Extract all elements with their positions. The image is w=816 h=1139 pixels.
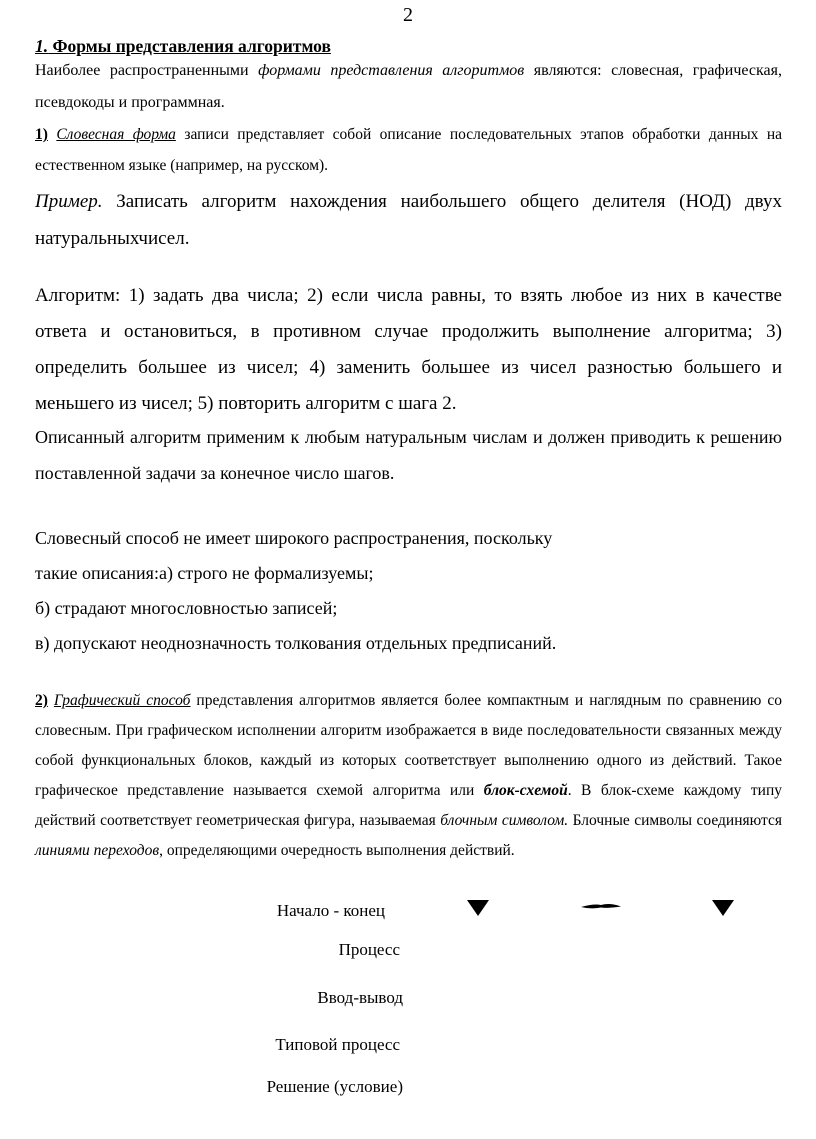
text-line: такие описания:а) строго не формализуемы; (35, 563, 374, 583)
section-heading (35, 35, 782, 57)
section-heading-underline (35, 36, 331, 56)
flowchart-label-input-output: Ввод-вывод (317, 988, 403, 1007)
section-heading-title: Формы представления алгоритмов (48, 36, 331, 56)
down-triangle-icon (467, 900, 489, 916)
text-run: 2) (35, 692, 48, 709)
text-run: являются: словесная, графическая, псевдокоды и программная. (35, 62, 783, 111)
intro-paragraph (35, 55, 782, 119)
text-line: б) страдают многословностью записей; (35, 598, 338, 618)
described-algorithm-paragraph (35, 419, 782, 491)
text-run: 1) (35, 126, 48, 143)
verbal-limitations-list (35, 521, 782, 661)
algorithm-steps-paragraph (35, 278, 782, 422)
text-run: Словесная форма (56, 126, 176, 143)
text-run: блок-схемой (483, 782, 568, 799)
text-run: , определяющими очередность выполнения действий. (159, 842, 515, 859)
text-run: Блочные символы соединяются (568, 812, 782, 829)
example-paragraph (35, 183, 782, 257)
flowchart-label-start-end: Начало - конец (276, 901, 385, 920)
graphic-method-paragraph (35, 686, 782, 866)
flowchart-label-process: Процесс (338, 940, 400, 959)
text-run: Записать алгоритм нахождения наибольшего общего делителя (НОД) двух натуральныхчисел. (35, 191, 782, 249)
text-run: блочным символом. (440, 812, 569, 829)
text-run: Пример. (35, 191, 103, 212)
text-run: Описанный алгоритм применим к любым натуральным числам и должен приводить к решению поставленной задачи за конечное число шагов. (35, 427, 782, 483)
down-triangle-icon (712, 900, 734, 916)
section-heading-marker: 1. (35, 36, 49, 56)
text-line: в) допускают неоднозначность толкования отдельных предписаний. (35, 633, 557, 653)
text-run: Графический способ (53, 692, 191, 709)
page-number: 2 (403, 4, 413, 26)
text-run: Наиболее распространенными (35, 62, 259, 79)
flowchart-label-typical-process: Типовой процесс (275, 1035, 400, 1054)
text-run: . В блок-схеме каждому типу действий соответствует геометрическая фигура, называемая (35, 782, 782, 829)
text-run: Алгоритм: 1) задать два числа; 2) если числа равны, то взять любое из них в качестве ответа и остановиться, в противном случае продолжить выполнение алгоритма; 3) определить большее из чисел; 4) заменить большее из чисел разностью большего и меньшего из чисел; 5) повторить алгоритм с шага 2. (35, 285, 782, 414)
text-line: Словесный способ не имеет широкого распространения, поскольку (35, 528, 553, 548)
verbal-form-paragraph (35, 119, 782, 181)
text-run: формами представления алгоритмов (258, 62, 525, 79)
flat-lens-icon (581, 899, 621, 917)
text-run: линиями переходов (35, 842, 160, 859)
text-run: представления алгоритмов является более компактным и наглядным по сравнению со словесным. При графическом исполнении алгоритм изображается в виде последовательности связанных между собой функциональных блоков, каждый из которых соответствует выполнению одного из действий. Такое графическое представление называется схемой алгоритма или (35, 692, 782, 799)
text-run: записи представляет собой описание последовательных этапов обработки данных на естественном языке (например, на русском). (35, 126, 783, 174)
flowchart-label-decision: Решение (условие) (266, 1077, 403, 1096)
